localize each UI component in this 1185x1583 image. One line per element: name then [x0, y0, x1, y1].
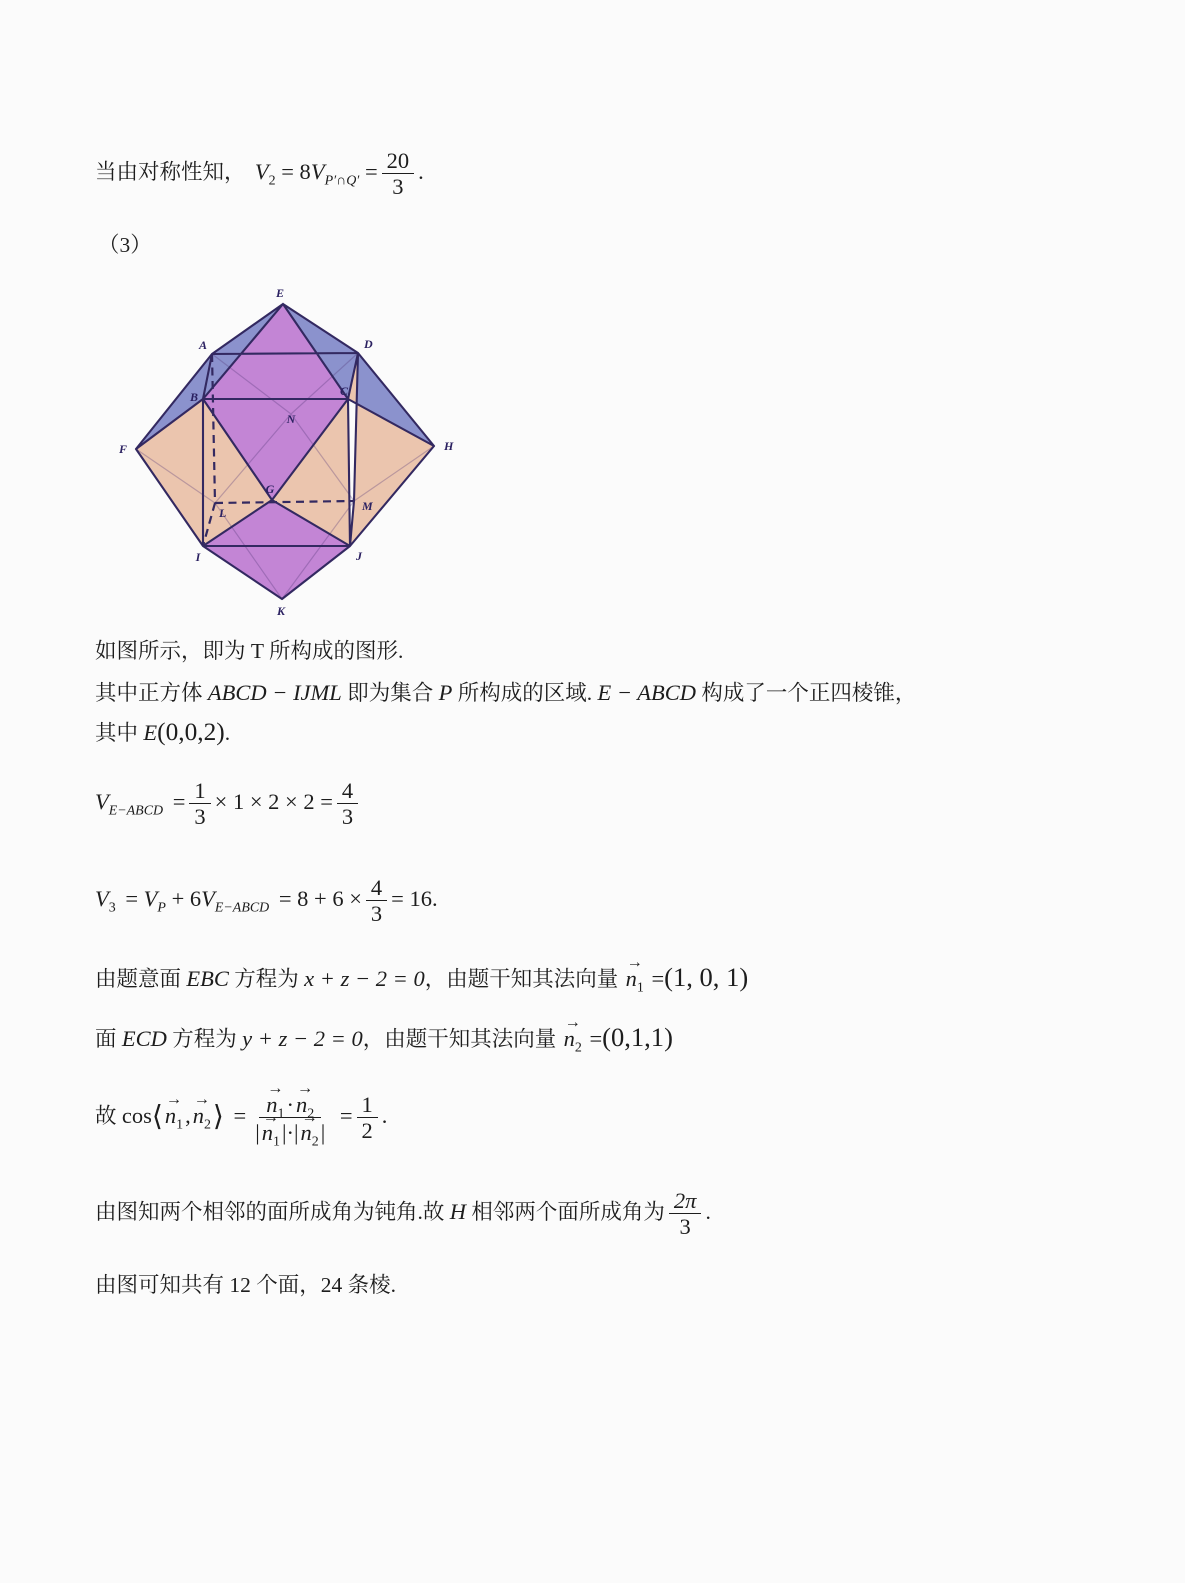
math-ECD: ECD	[121, 1026, 167, 1051]
vertex-label-C: C	[340, 384, 349, 398]
vertex-label-D: D	[364, 337, 373, 351]
vertex-label-L: L	[219, 506, 227, 520]
fraction-4-3b: $\frac{4}{3}$	[366, 875, 387, 926]
fraction-2pi-3: $\frac{2\pi}{3}$	[669, 1188, 702, 1239]
fraction-1-2: $\frac{1}{2}$	[357, 1092, 378, 1143]
vector-n1: → $n_1$	[624, 966, 646, 992]
fraction-4-3: $\frac{4}{3}$	[337, 778, 358, 829]
vertex-label-F: F	[118, 442, 127, 456]
vertex-label-I: I	[195, 550, 201, 564]
fraction-1-3: $\frac{1}{3}$	[189, 778, 210, 829]
math-EBC: EBC	[186, 966, 229, 991]
right-angle-bracket: ⟩	[212, 1101, 224, 1133]
vector-n1-ref: → $n_1$	[163, 1103, 185, 1129]
vertex-label-A: A	[198, 338, 207, 352]
vector-n2: → $n_2$	[562, 1026, 584, 1052]
math-H: H	[449, 1198, 467, 1224]
math-E: E	[143, 720, 158, 745]
vertex-label-N: N	[286, 412, 296, 426]
math-plane-eq2: y + z − 2 = 0	[242, 1026, 363, 1051]
vertex-label-J: J	[356, 549, 362, 563]
vertex-label-B: B	[189, 390, 198, 404]
formula-volume-pyramid: $V_{E-ABCD}$ = $\frac{1}{3}$ × 1 × 2 × 2 = $\frac{4}{3}$	[95, 778, 362, 829]
cn-text: 当由对称性知，	[95, 159, 246, 184]
left-angle-bracket: ⟨	[151, 1101, 163, 1133]
paragraph-E-coords: 其中 E(0,0,2).	[95, 718, 231, 746]
paragraph-face-edge-count: 由图可知共有 12 个面，24 条棱.	[95, 1273, 397, 1297]
formula-v2: $V_2 = 8V_{P'\cap Q'}$ = $\frac{20}{3}$ .	[254, 148, 424, 200]
paragraph-plane-ECD: 面 ECD 方程为 y + z − 2 = 0，由题干知其法向量 → $n_2 =(0,1,1)$	[95, 1022, 673, 1053]
vertex-label-M: M	[362, 499, 373, 513]
math-E-tuple: (0,0,2)	[157, 718, 225, 746]
vertex-label-H: H	[444, 439, 454, 453]
math-cos-expr: cos⟨→ $n_1,\to$ $n_2⟩$ = → $\frac{n_1\cdot\to n_2}{|\to n_1|\cdot|\to n_2|}$ = $\frac{1}{2}$ .	[122, 1103, 388, 1128]
math-P: P	[438, 680, 453, 705]
fraction-dot-product: → $\frac{n_1\cdot\to n_2}{|\to n_1|\cdot|\to n_2|}$	[250, 1090, 330, 1145]
formula-volume-total: $V_3 = V_P + 6V_{E-ABCD} = 8 + 6$ × $\frac{4}{3}$ = 16.	[95, 875, 438, 927]
paragraph-symmetry-volume	[95, 148, 424, 199]
polyhedron-figure	[100, 281, 462, 633]
vertex-label-K: K	[276, 604, 286, 618]
formula-cosine-angle: 故 cos⟨→ $n_1,\to$ $n_2⟩$ = → $\frac{n_1\cdot\to n_2}{|\to n_1|\cdot|\to n_2|}$ = $\frac{1}{2}$ .	[95, 1090, 387, 1145]
math-n2-tuple: (0,1,1)	[602, 1022, 673, 1052]
math-plane-eq1: x + z − 2 = 0	[304, 966, 425, 991]
math-ABCD-IJML: ABCD − IJML	[207, 680, 342, 705]
paragraph-plane-EBC: 由题意面 EBC 方程为 x + z − 2 = 0，由题干知其法向量 → $n_1 =(1$, 0, 1)	[95, 962, 748, 993]
paragraph-as-shown: 如图所示，即为 T 所构成的图形.	[95, 639, 404, 663]
vertex-label-G: G	[265, 482, 275, 496]
paragraph-dihedral-angle: 由图知两个相邻的面所成角为钝角.故 H 相邻两个面所成角为 $\frac{2\pi}{3}$ .	[95, 1188, 711, 1240]
vector-n2-ref: → $n_2$	[191, 1103, 213, 1129]
math-E-ABCD: E − ABCD	[597, 680, 696, 705]
fraction-20-3: $\frac{20}{3}$	[382, 148, 415, 199]
section-3-label: （3）	[98, 233, 152, 257]
vertex-label-E: E	[275, 286, 285, 300]
math-n1-tuple: (1, 0, 1)	[664, 962, 749, 992]
paragraph-cube-region: 其中正方体 ABCD − IJML 即为集合 P 所构成的区域. E − ABCD 构成了一个正四棱锥，	[95, 680, 917, 705]
